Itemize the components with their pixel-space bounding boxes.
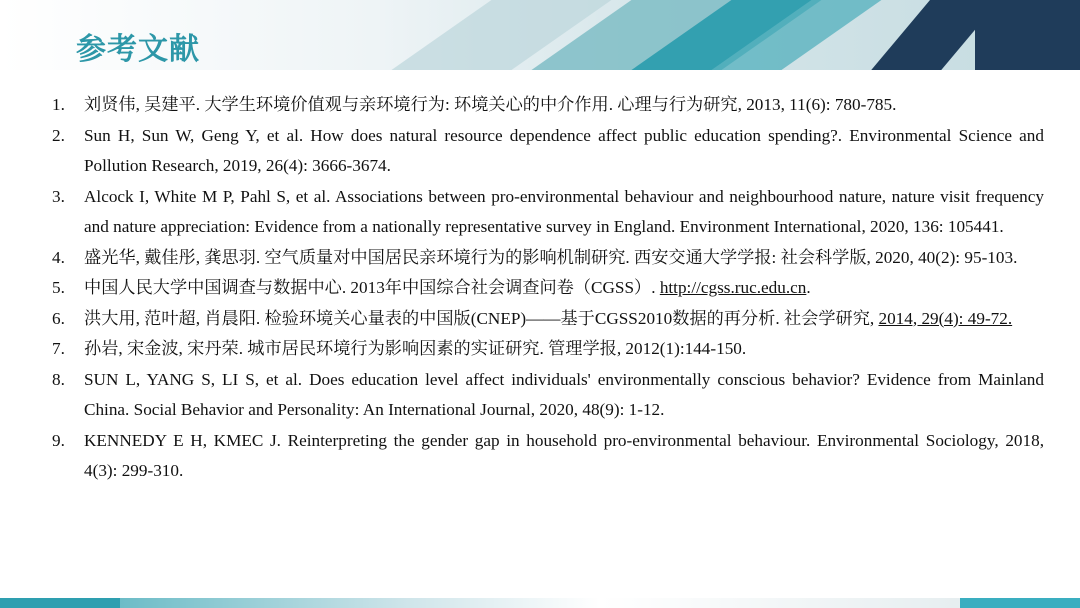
reference-text: 盛光华, 戴佳彤, 龚思羽. 空气质量对中国居民亲环境行为的影响机制研究. 西安交通大学学报: 社会科学版, 2020, 40(2): 95-103.: [84, 247, 1018, 267]
reference-text: 刘贤伟, 吴建平. 大学生环境价值观与亲环境行为: 环境关心的中介作用. 心理与行为研究, 2013, 11(6): 780-785.: [84, 95, 897, 114]
reference-text: 洪大用, 范叶超, 肖晨阳. 检验环境关心量表的中国版(CNEP)——基于CGSS2010数据的再分析. 社会学研究,: [84, 308, 879, 328]
page-title: 参考文献: [76, 32, 200, 67]
reference-number: 3.: [52, 186, 65, 206]
reference-list: [52, 90, 1044, 487]
footer-stripe: [0, 598, 120, 608]
reference-text: Alcock I, White M P, Pahl S, et al. Associations between pro-environmental behaviour and neighbourhood nature, nature visit frequency and nature appreciation: Evidence from a nationally representative survey in England. Environment International, 2020, 136: 105441.: [84, 186, 1044, 236]
reference-number: 4.: [52, 247, 65, 267]
footer-stripe: [600, 598, 960, 608]
reference-text: 中国人民大学中国调查与数据中心. 2013年中国综合社会调查问卷（CGSS）.: [84, 278, 660, 297]
reference-text-tail: .: [806, 278, 811, 297]
reference-item: [52, 121, 1044, 182]
footer-band: [0, 598, 1080, 608]
reference-text-wrapper: [84, 273, 1044, 304]
reference-text-wrapper: [84, 304, 1044, 335]
footer-stripe: [120, 598, 600, 608]
reference-number: 2.: [52, 125, 65, 145]
reference-item: [52, 182, 1044, 243]
reference-item: [52, 304, 1044, 335]
citation-link[interactable]: 2014, 29(4): 49-72.: [878, 308, 1013, 328]
reference-number: 9.: [52, 430, 65, 450]
reference-number: 6.: [52, 308, 65, 328]
reference-item: [52, 365, 1044, 426]
footer-stripe: [960, 598, 1080, 608]
reference-text: 孙岩, 宋金波, 宋丹荣. 城市居民环境行为影响因素的实证研究. 管理学报, 2012(1):144-150.: [84, 339, 747, 358]
reference-number: 7.: [52, 339, 65, 358]
reference-number: 1.: [52, 95, 65, 114]
reference-number: 5.: [52, 278, 65, 297]
reference-text: Sun H, Sun W, Geng Y, et al. How does natural resource dependence affect public education spending?. Environmental Science and Pollution Research, 2019, 26(4): 3666-3674.: [84, 125, 1044, 175]
reference-item: [52, 90, 1044, 121]
reference-text: KENNEDY E H, KMEC J. Reinterpreting the gender gap in household pro-environmental behaviour. Environmental Sociology, 2018, 4(3): 299-310.: [84, 430, 1044, 480]
reference-number: 8.: [52, 369, 65, 389]
reference-text: SUN L, YANG S, LI S, et al. Does education level affect individuals' environmentally conscious behavior? Evidence from Mainland China. Social Behavior and Personality: An International Journal, 2020, 48(9): 1-12.: [84, 369, 1044, 419]
reference-item: [52, 243, 1044, 274]
reference-item: [52, 426, 1044, 487]
header-corner-block: [975, 0, 1080, 70]
reference-item: [52, 334, 1044, 365]
cgss-link[interactable]: http://cgss.ruc.edu.cn: [659, 278, 807, 297]
reference-item: [52, 273, 1044, 304]
